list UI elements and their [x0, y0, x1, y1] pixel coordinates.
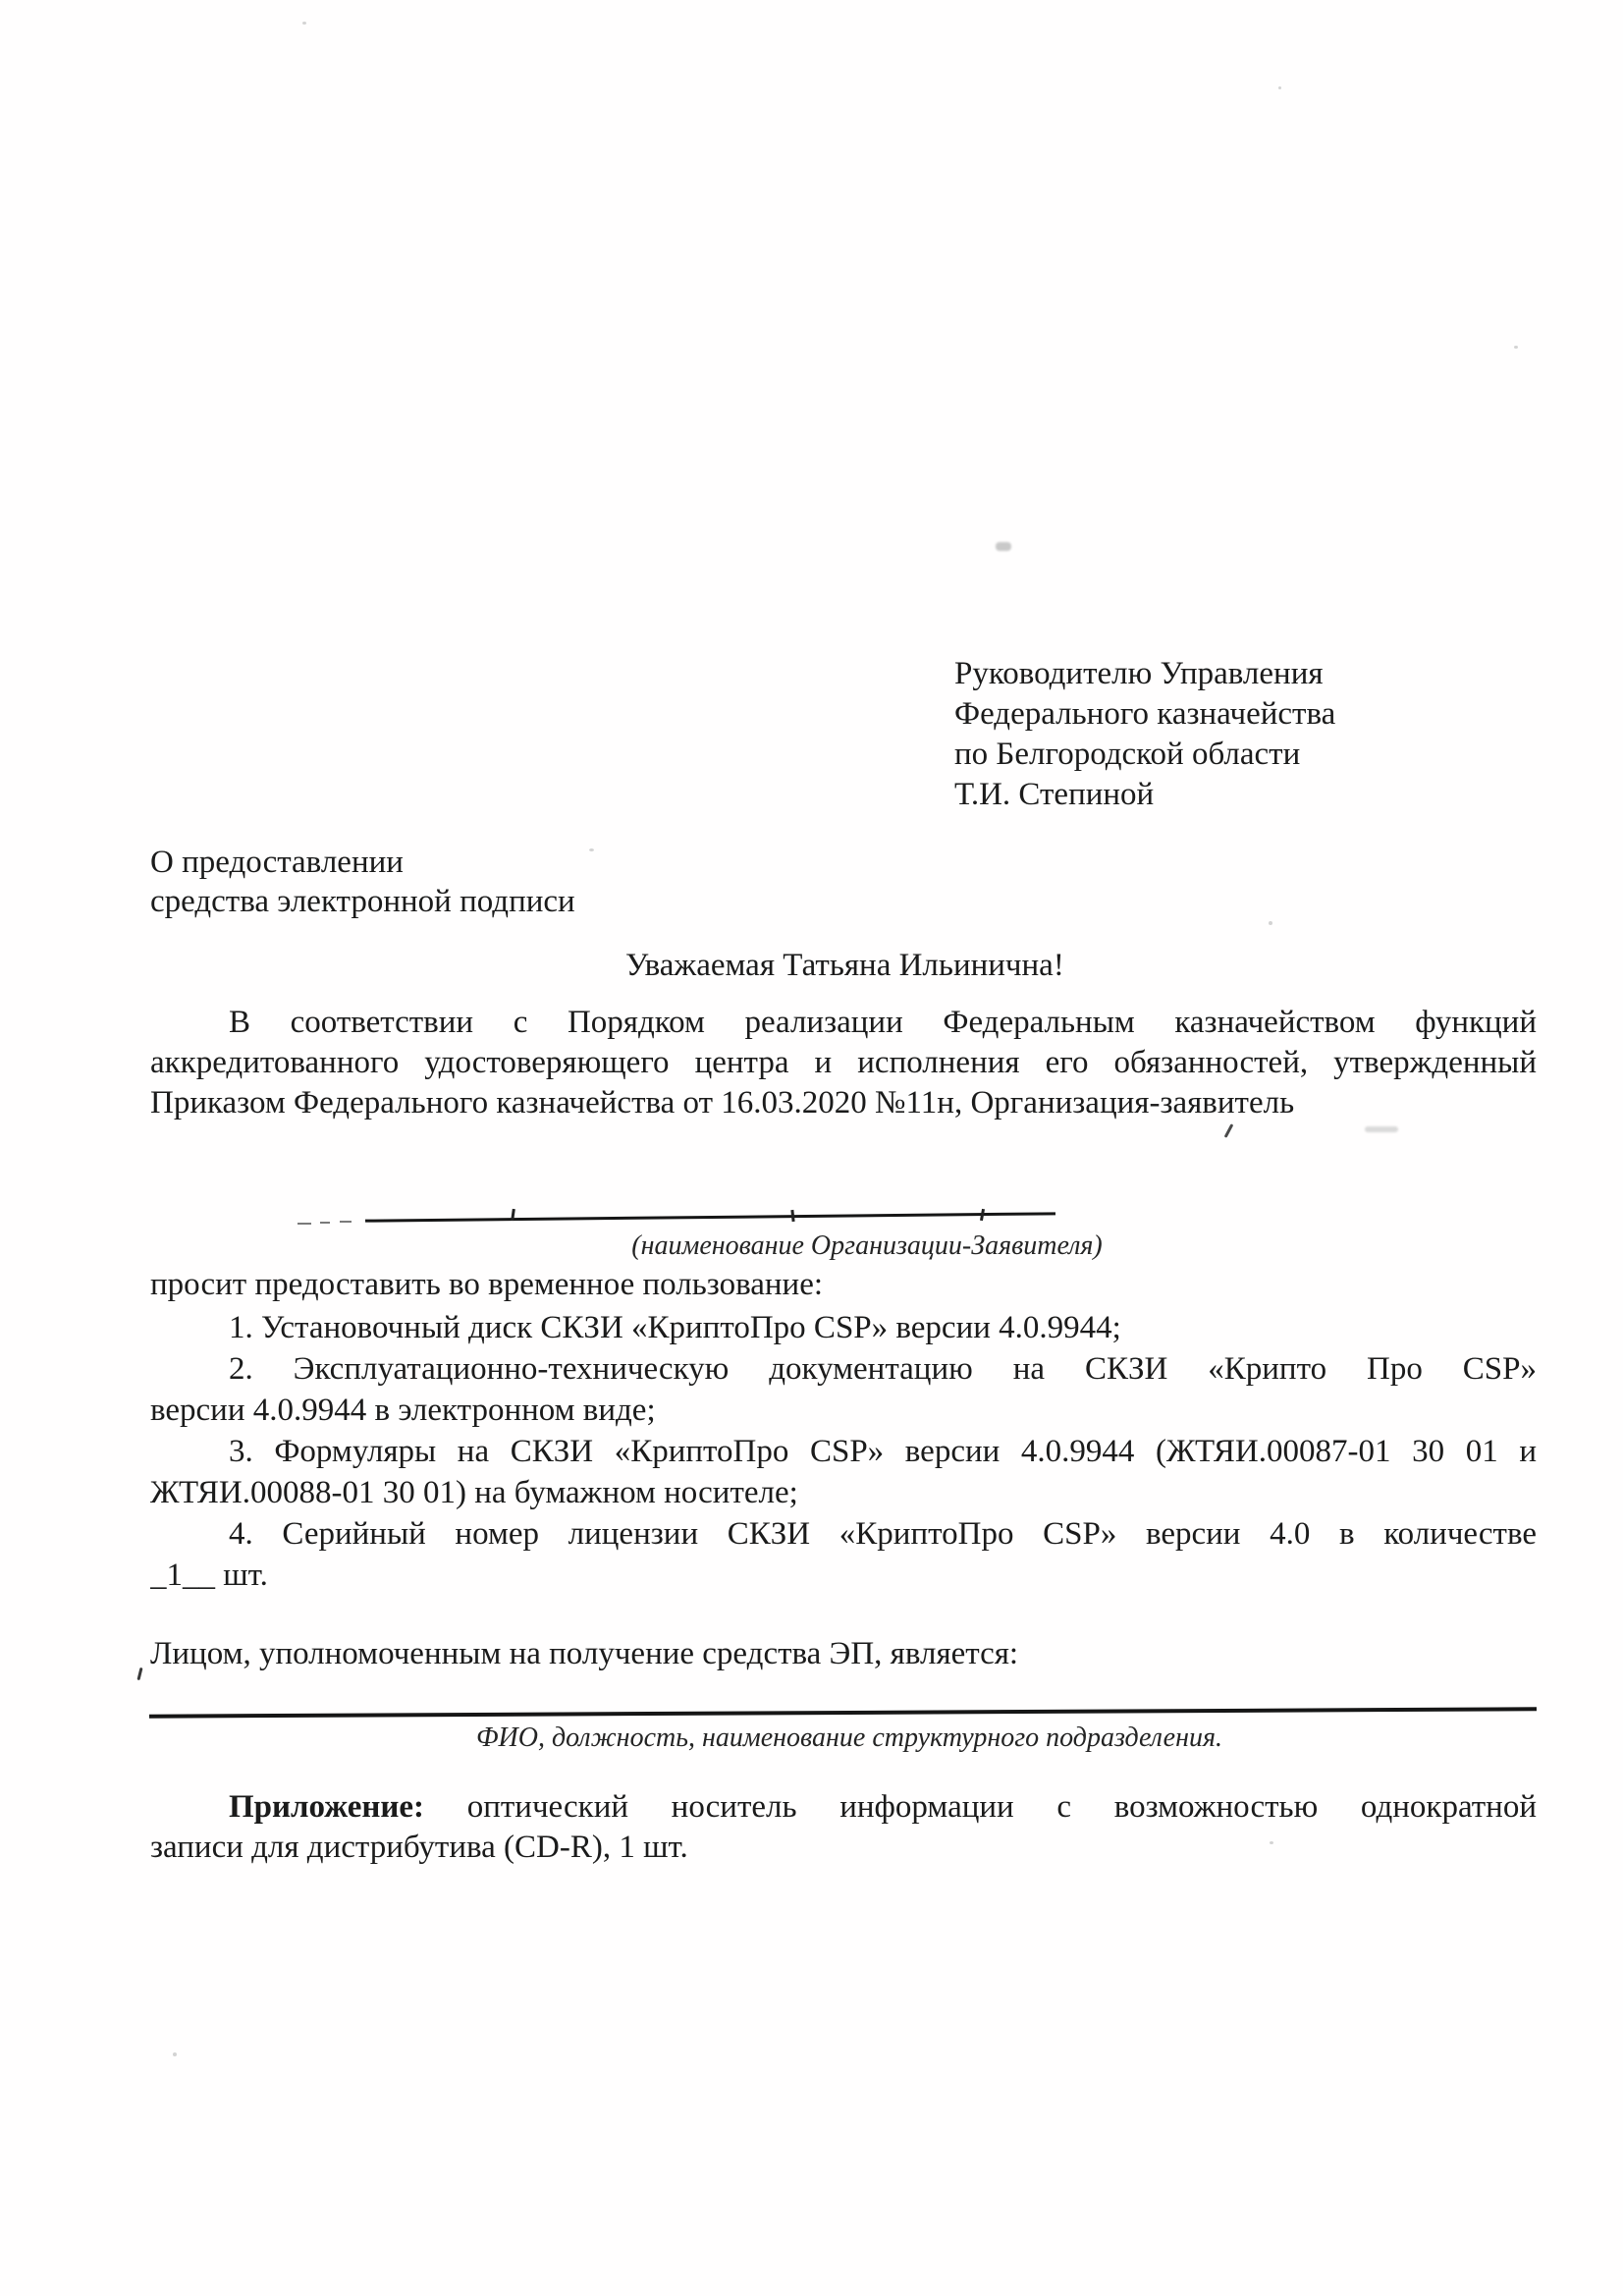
- intro-line: Приказом Федерального казначейства от 16.03.2020 №11н, Организация-заявитель: [150, 1085, 1295, 1121]
- list-item-line: ЖТЯИ.00088-01 30 01) на бумажном носителе;: [150, 1475, 798, 1510]
- scan-artifact: [1270, 1841, 1273, 1844]
- scan-artifact: [302, 22, 306, 25]
- intro-paragraph: [150, 1003, 1537, 1123]
- scan-artifact: [173, 2052, 177, 2056]
- scan-artifact: [1278, 86, 1281, 89]
- list-item-line: 2. Эксплуатационно-техническую документацию на СКЗИ «Крипто Про CSP»: [229, 1351, 1537, 1387]
- list-item-line: 3. Формуляры на СКЗИ «КриптоПро CSP» версии 4.0.9944 (ЖТЯИ.00087-01 30 01 и: [229, 1434, 1537, 1469]
- list-item-line: версии 4.0.9944 в электронном виде;: [150, 1393, 656, 1428]
- list-item-line: 1. Установочный диск СКЗИ «КриптоПро CSP» версии 4.0.9944;: [229, 1310, 1121, 1345]
- attachment-line: [150, 1787, 1537, 1828]
- request-line: просит предоставить во временное пользование:: [150, 1267, 824, 1302]
- org-name-underline: [365, 1212, 1055, 1222]
- scan-artifact: [589, 848, 594, 851]
- scan-artifact: [340, 1221, 352, 1223]
- quantity-line: _1__ шт.: [150, 1558, 268, 1593]
- items-list: [150, 1307, 1537, 1596]
- scan-artifact: [320, 1222, 330, 1224]
- scan-artifact: [1365, 1126, 1398, 1132]
- scan-artifact: [996, 542, 1011, 551]
- fio-underline: [149, 1707, 1537, 1718]
- scan-artifact: [1269, 921, 1272, 925]
- authorized-line: Лицом, уполномоченным на получение средства ЭП, является:: [150, 1636, 1019, 1671]
- tick-mark: [790, 1210, 794, 1222]
- org-name-caption: (наименование Организации-Заявителя): [631, 1230, 1103, 1261]
- addressee-block: [954, 654, 1335, 815]
- addressee-line: Руководителю Управления: [954, 656, 1324, 691]
- scan-artifact: [298, 1223, 311, 1225]
- attachment-paragraph: [150, 1787, 1537, 1868]
- addressee-line: Федерального казначейства: [954, 696, 1336, 732]
- intro-line: аккредитованного удостоверяющего центра и исполнения его обязанностей, утвержденный: [150, 1045, 1537, 1080]
- addressee-line: по Белгородской области: [954, 737, 1301, 772]
- addressee-line: Т.И. Степиной: [954, 777, 1155, 812]
- scan-artifact: [1224, 1123, 1234, 1138]
- attachment-text: оптический носитель информации с возможностью однократной: [424, 1789, 1537, 1825]
- scan-artifact: [1514, 346, 1518, 349]
- fio-caption: ФИО, должность, наименование структурного подразделения.: [476, 1722, 1222, 1753]
- attachment-line: записи для дистрибутива (CD-R), 1 шт.: [150, 1830, 688, 1865]
- list-item-line: 4. Серийный номер лицензии СКЗИ «КриптоПро CSP» версии 4.0 в количестве: [229, 1516, 1537, 1552]
- attachment-label: Приложение:: [229, 1789, 425, 1825]
- intro-line: В соответствии с Порядком реализации Федеральным казначейством функций: [229, 1005, 1537, 1040]
- subject-line: средства электронной подписи: [150, 884, 575, 919]
- subject-line: О предоставлении: [150, 845, 404, 880]
- subject-block: [150, 843, 575, 921]
- salutation: Уважаемая Татьяна Ильинична!: [625, 948, 1064, 983]
- scan-artifact: [136, 1667, 142, 1680]
